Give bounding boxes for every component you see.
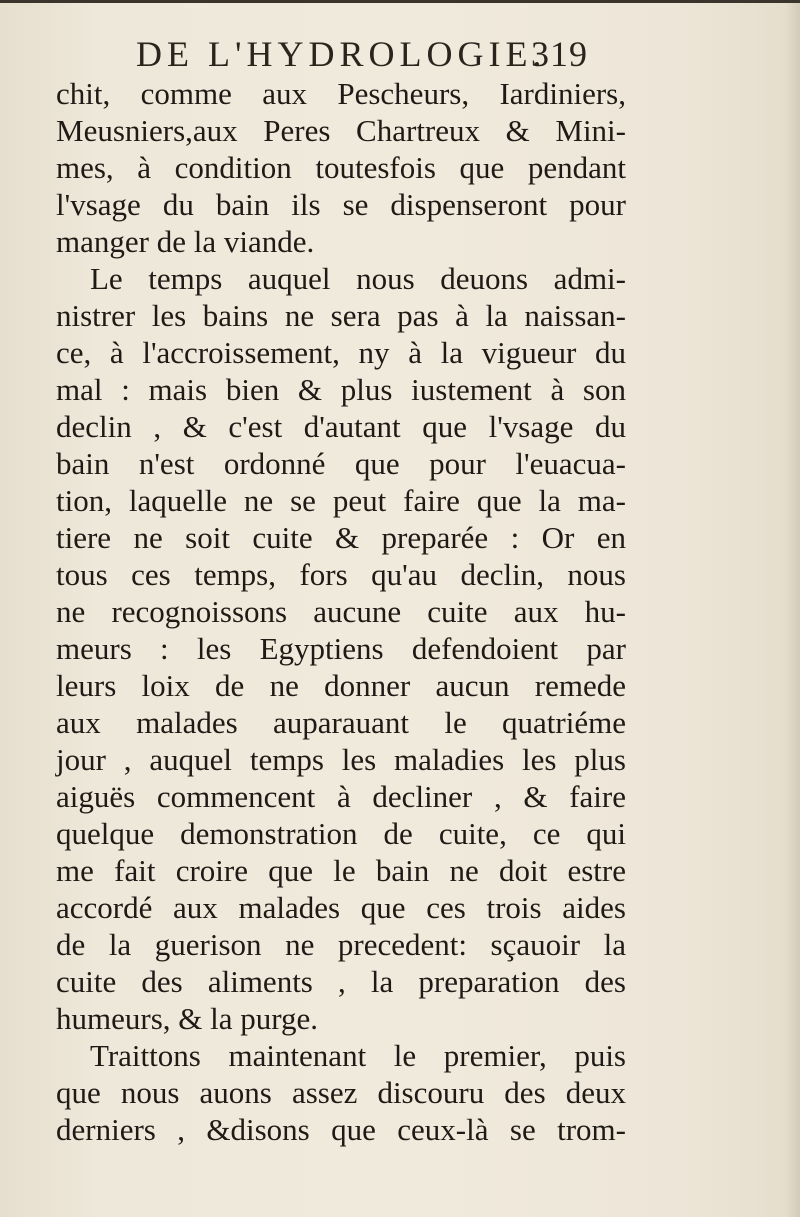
body-text (56, 75, 626, 1148)
text-line: bain n'est ordonné que pour l'euacua- (56, 446, 626, 481)
text-line: meurs : les Egyptiens defendoient par (56, 631, 626, 666)
text-line: leurs loix de ne donner aucun remede (56, 668, 626, 703)
text-line: aux malades auparauant le quatriéme (56, 705, 626, 740)
text-line: ne recognoissons aucune cuite aux hu- (56, 594, 626, 629)
text-line: manger de la viande. (56, 224, 315, 259)
text-line: que nous auons assez discouru des deux (56, 1075, 626, 1110)
text-line: quelque demonstration de cuite, ce qui (56, 816, 626, 851)
text-line: nistrer les bains ne sera pas à la naissan- (56, 298, 626, 333)
text-line: Meusniers,aux Peres Chartreux & Mini- (56, 113, 626, 148)
text-line: Le temps auquel nous deuons admi- (90, 261, 626, 296)
text-line: mes, à condition toutesfois que pendant (56, 150, 626, 185)
text-line: derniers , &disons que ceux-là se trom- (56, 1112, 626, 1147)
text-line: ce, à l'accroissement, ny à la vigueur du (56, 335, 626, 370)
text-line: tion, laquelle ne se peut faire que la ma- (56, 483, 626, 518)
text-line: me fait croire que le bain ne doit estre (56, 853, 626, 888)
text-line: humeurs, & la purge. (56, 1001, 319, 1036)
text-line: l'vsage du bain ils se dispenseront pour (56, 187, 626, 222)
text-line: tous ces temps, fors qu'au declin, nous (56, 557, 626, 592)
text-line: jour , auquel temps les maladies les plus (56, 742, 626, 777)
text-line: tiere ne soit cuite & preparée : Or en (56, 520, 626, 555)
running-head-title: DE L'HYDROLOGIE. (136, 34, 547, 74)
page-number: 319 (531, 34, 588, 74)
text-line: accordé aux malades que ces trois aides (56, 890, 626, 925)
text-line: aiguës commencent à decliner , & faire (56, 779, 626, 814)
text-line: Traittons maintenant le premier, puis (90, 1038, 626, 1073)
text-line: de la guerison ne precedent: sçauoir la (56, 927, 626, 962)
text-line: cuite des aliments , la preparation des (56, 964, 626, 999)
text-line: declin , & c'est d'autant que l'vsage du (56, 409, 626, 444)
text-line: mal : mais bien & plus iustement à son (56, 372, 626, 407)
text-line: chit, comme aux Pescheurs, Iardiniers, (56, 76, 626, 111)
